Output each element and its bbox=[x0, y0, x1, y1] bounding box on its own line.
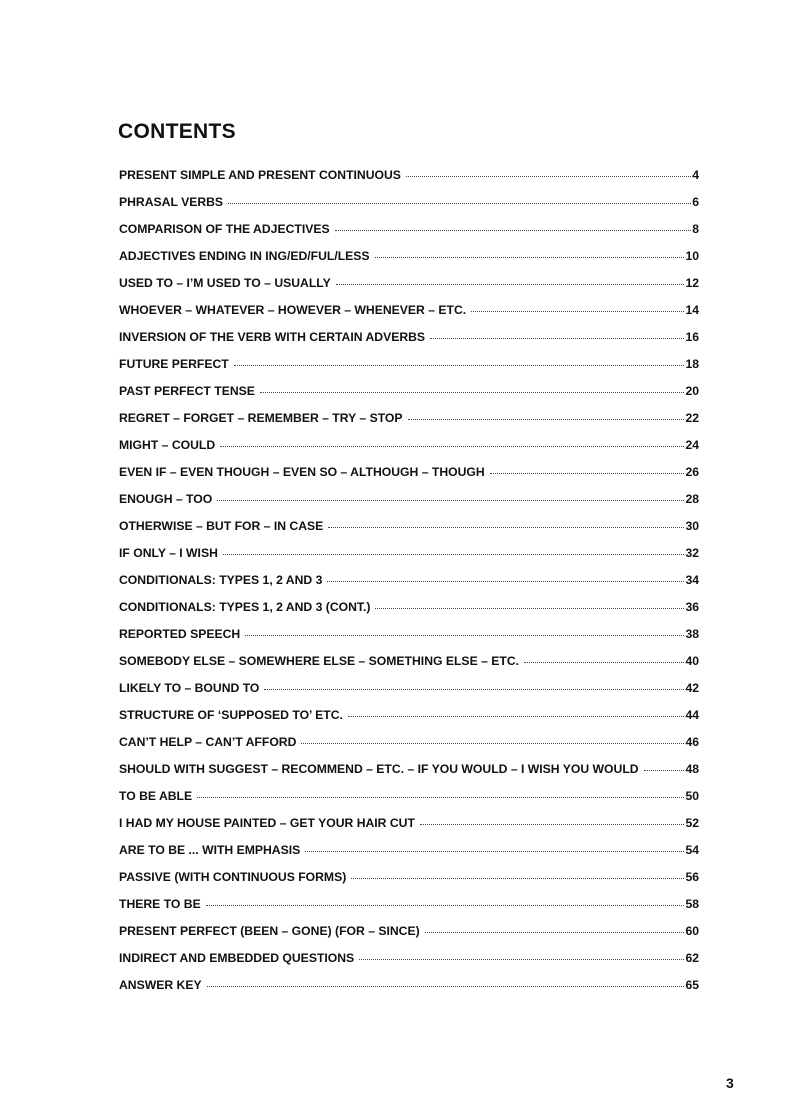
toc-entry bbox=[119, 276, 699, 303]
toc-entry-title: IF ONLY – I WISH bbox=[119, 546, 218, 560]
toc-entry-title: OTHERWISE – BUT FOR – IN CASE bbox=[119, 519, 324, 533]
toc-entry-title: LIKELY TO – BOUND TO bbox=[119, 681, 260, 695]
toc-entry-page-number: 54 bbox=[685, 843, 699, 857]
toc-entry-page-number: 30 bbox=[685, 519, 699, 533]
dot-leader bbox=[351, 878, 684, 879]
dot-leader bbox=[327, 581, 684, 582]
dot-leader bbox=[245, 635, 684, 636]
dot-leader bbox=[406, 176, 691, 177]
toc-entry-page-number: 44 bbox=[685, 708, 699, 722]
toc-entry-title: I HAD MY HOUSE PAINTED – GET YOUR HAIR CUT bbox=[119, 816, 415, 830]
toc-entry-title: MIGHT – COULD bbox=[119, 438, 216, 452]
dot-leader bbox=[301, 743, 684, 744]
toc-entry-title: REGRET – FORGET – REMEMBER – TRY – STOP bbox=[119, 411, 403, 425]
toc-entry-page-number: 58 bbox=[685, 897, 699, 911]
dot-leader bbox=[375, 608, 684, 609]
dot-leader bbox=[206, 905, 685, 906]
toc-entry-page-number: 26 bbox=[685, 465, 699, 479]
toc-entry bbox=[119, 573, 699, 600]
toc-entry bbox=[119, 600, 699, 627]
toc-entry-title: INDIRECT AND EMBEDDED QUESTIONS bbox=[119, 951, 355, 965]
toc-entry-page-number: 60 bbox=[685, 924, 699, 938]
dot-leader bbox=[197, 797, 684, 798]
toc-entry-page-number: 10 bbox=[685, 249, 699, 263]
toc-entry-title: PHRASAL VERBS bbox=[119, 195, 224, 209]
dot-leader bbox=[420, 824, 685, 825]
toc-entry bbox=[119, 222, 699, 249]
toc-entry-title: THERE TO BE bbox=[119, 897, 201, 911]
toc-entry-title: INVERSION OF THE VERB WITH CERTAIN ADVERBS bbox=[119, 330, 426, 344]
toc-entry-page-number: 50 bbox=[685, 789, 699, 803]
toc-entry bbox=[119, 330, 699, 357]
toc-entry-page-number: 4 bbox=[692, 168, 699, 182]
toc-entry-page-number: 16 bbox=[685, 330, 699, 344]
toc-entry-title: PRESENT PERFECT (BEEN – GONE) (FOR – SINCE) bbox=[119, 924, 420, 938]
dot-leader bbox=[425, 932, 685, 933]
toc-entry-page-number: 56 bbox=[685, 870, 699, 884]
toc-entry bbox=[119, 249, 699, 276]
toc-entry-page-number: 38 bbox=[685, 627, 699, 641]
toc-entry bbox=[119, 492, 699, 519]
dot-leader bbox=[234, 365, 685, 366]
toc-entry-title: ANSWER KEY bbox=[119, 978, 202, 992]
toc-entry-title: CAN’T HELP – CAN’T AFFORD bbox=[119, 735, 297, 749]
toc-entry-page-number: 34 bbox=[685, 573, 699, 587]
dot-leader bbox=[430, 338, 684, 339]
toc-entry-title: TO BE ABLE bbox=[119, 789, 193, 803]
toc-entry-title: PRESENT SIMPLE AND PRESENT CONTINUOUS bbox=[119, 168, 401, 182]
toc-entry bbox=[119, 519, 699, 546]
toc-entry bbox=[119, 843, 699, 870]
toc-entry-title: STRUCTURE OF ‘SUPPOSED TO’ ETC. bbox=[119, 708, 343, 722]
toc-entry bbox=[119, 897, 699, 924]
toc-entry-page-number: 65 bbox=[685, 978, 699, 992]
dot-leader bbox=[348, 716, 685, 717]
toc-entry bbox=[119, 546, 699, 573]
toc-entry-page-number: 6 bbox=[692, 195, 699, 209]
toc-entry-page-number: 46 bbox=[685, 735, 699, 749]
toc-entry-title: ENOUGH – TOO bbox=[119, 492, 213, 506]
dot-leader bbox=[228, 203, 691, 204]
toc-entry-title: PAST PERFECT TENSE bbox=[119, 384, 255, 398]
toc-entry bbox=[119, 438, 699, 465]
dot-leader bbox=[207, 986, 685, 987]
toc-entry-title: REPORTED SPEECH bbox=[119, 627, 241, 641]
toc-entry-title: ARE TO BE ... WITH EMPHASIS bbox=[119, 843, 301, 857]
page-title: CONTENTS bbox=[118, 120, 236, 143]
toc-entry bbox=[119, 195, 699, 222]
toc-entry-title: USED TO – I’M USED TO – USUALLY bbox=[119, 276, 331, 290]
toc-entry-page-number: 36 bbox=[685, 600, 699, 614]
toc-entry bbox=[119, 816, 699, 843]
toc-entry-title: SHOULD WITH SUGGEST – RECOMMEND – ETC. – IF YOU WOULD – I WISH YOU WOULD bbox=[119, 762, 639, 776]
toc-entry-page-number: 28 bbox=[685, 492, 699, 506]
toc-entry bbox=[119, 924, 699, 951]
toc-entry-title: WHOEVER – WHATEVER – HOWEVER – WHENEVER – ETC. bbox=[119, 303, 467, 317]
dot-leader bbox=[408, 419, 685, 420]
toc-entry bbox=[119, 654, 699, 681]
toc-entry bbox=[119, 978, 699, 1005]
dot-leader bbox=[305, 851, 684, 852]
toc-entry-page-number: 12 bbox=[685, 276, 699, 290]
table-of-contents bbox=[119, 168, 699, 1005]
dot-leader bbox=[524, 662, 684, 663]
toc-entry bbox=[119, 168, 699, 195]
toc-entry bbox=[119, 951, 699, 978]
toc-entry bbox=[119, 411, 699, 438]
toc-entry-title: COMPARISON OF THE ADJECTIVES bbox=[119, 222, 330, 236]
dot-leader bbox=[336, 284, 685, 285]
toc-entry-title: EVEN IF – EVEN THOUGH – EVEN SO – ALTHOUGH – THOUGH bbox=[119, 465, 485, 479]
toc-entry bbox=[119, 735, 699, 762]
dot-leader bbox=[223, 554, 685, 555]
toc-entry-page-number: 48 bbox=[685, 762, 699, 776]
toc-entry bbox=[119, 681, 699, 708]
toc-entry-title: CONDITIONALS: TYPES 1, 2 AND 3 bbox=[119, 573, 323, 587]
dot-leader bbox=[335, 230, 692, 231]
dot-leader bbox=[471, 311, 684, 312]
toc-entry-page-number: 40 bbox=[685, 654, 699, 668]
toc-entry-page-number: 24 bbox=[685, 438, 699, 452]
toc-entry-page-number: 52 bbox=[685, 816, 699, 830]
toc-entry bbox=[119, 762, 699, 789]
toc-entry-page-number: 18 bbox=[685, 357, 699, 371]
toc-entry-title: CONDITIONALS: TYPES 1, 2 AND 3 (CONT.) bbox=[119, 600, 371, 614]
dot-leader bbox=[644, 770, 685, 771]
toc-entry-page-number: 8 bbox=[692, 222, 699, 236]
dot-leader bbox=[375, 257, 685, 258]
dot-leader bbox=[217, 500, 684, 501]
dot-leader bbox=[328, 527, 684, 528]
toc-entry bbox=[119, 789, 699, 816]
toc-entry-page-number: 62 bbox=[685, 951, 699, 965]
page-number: 3 bbox=[726, 1075, 734, 1091]
toc-entry bbox=[119, 384, 699, 411]
toc-entry-page-number: 42 bbox=[685, 681, 699, 695]
toc-entry bbox=[119, 627, 699, 654]
dot-leader bbox=[490, 473, 685, 474]
toc-entry bbox=[119, 303, 699, 330]
dot-leader bbox=[260, 392, 685, 393]
toc-entry-title: FUTURE PERFECT bbox=[119, 357, 229, 371]
toc-entry-page-number: 14 bbox=[685, 303, 699, 317]
dot-leader bbox=[220, 446, 684, 447]
toc-entry bbox=[119, 870, 699, 897]
toc-entry bbox=[119, 465, 699, 492]
toc-entry bbox=[119, 357, 699, 384]
toc-entry-page-number: 32 bbox=[685, 546, 699, 560]
dot-leader bbox=[264, 689, 684, 690]
toc-entry-page-number: 22 bbox=[685, 411, 699, 425]
toc-entry-title: PASSIVE (WITH CONTINUOUS FORMS) bbox=[119, 870, 347, 884]
toc-entry-title: ADJECTIVES ENDING IN ING/ED/FUL/LESS bbox=[119, 249, 370, 263]
toc-entry bbox=[119, 708, 699, 735]
toc-entry-page-number: 20 bbox=[685, 384, 699, 398]
toc-entry-title: SOMEBODY ELSE – SOMEWHERE ELSE – SOMETHING ELSE – ETC. bbox=[119, 654, 520, 668]
dot-leader bbox=[359, 959, 684, 960]
